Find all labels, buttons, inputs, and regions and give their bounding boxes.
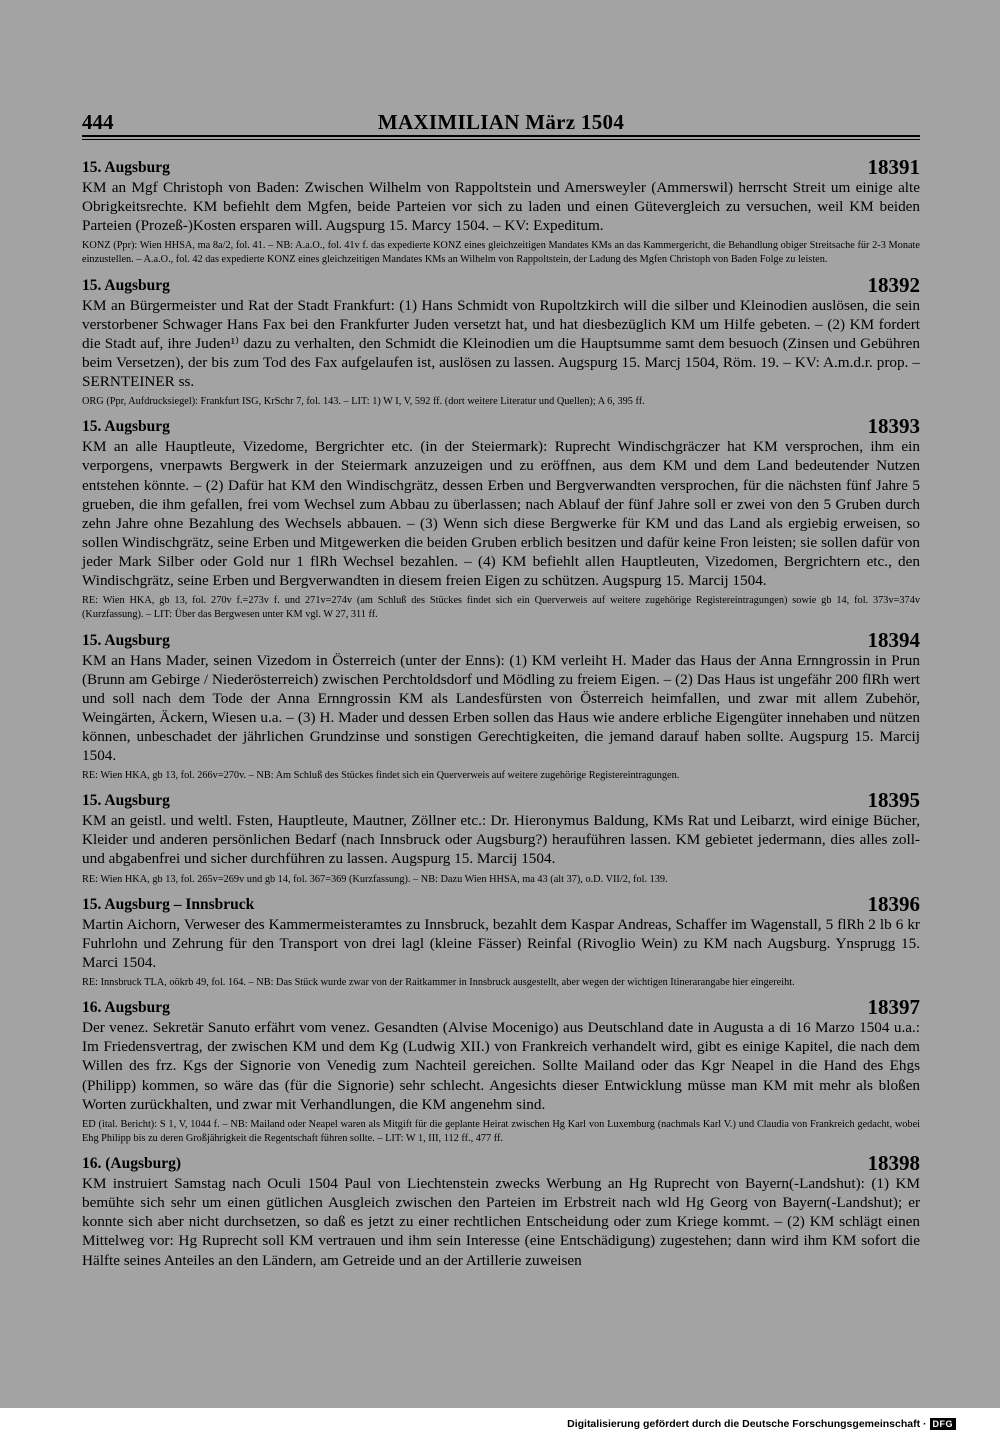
- entry-text: Der venez. Sekretär Sanuto erfährt vom venez. Gesandten (Alvise Mocenigo) aus Deutschland date in Augusta a di 16 Marzo 1504 u.a.: Im Friedensvertrag, der zwischen KM und dem Kg (Ludwig XII.) von Frankreich verhandelt wird, gibt es einige Kapitel, die nach dem Willen des frz. Kgs der Signorie von Venedig zum Nachteil gereichen. Sollte Mailand oder das Kgr Neapel in die Hand des Ehgs (Philipp) kommen, so wäre das (für die Signorie) sehr schlecht. Angesichts dieser Entwicklung müsse man KM mit mehr als bloßen Worten zurückhalten, und zwar mit Verhandlungen, die KM angenehm sind.: [82, 1019, 920, 1113]
- entry-number: 18398: [867, 1151, 920, 1176]
- entry-date: 15. Augsburg: [82, 276, 170, 294]
- entry-18396: [82, 893, 920, 990]
- entry-text: KM an Bürgermeister und Rat der Stadt Frankfurt: (1) Hans Schmidt von Rupoltzkirch will die silber und Kleinodien auslösen, die sein verstorbener Schwager Hans Fax bei den Frankfurter Juden versetzt hat, und hat diesbezüglich KM um Hilfe gebeten. – (2) KM fordert die Stadt auf, ihre Juden¹⁾ dazu zu verhalten, den Schmidt die Kleinodien um die Hauptsumme samt dem besuoch (Zinsen und Gebühren beim Versetzen), der bis zum Tod des Fax aufgelaufen ist, auslösen zu lassen. Augspurg 15. Marcj 1504, Röm. 19. – KV: A.m.d.r. prop. – SERNTEINER ss.: [82, 296, 920, 391]
- entries-list: [82, 156, 920, 1274]
- entry-text: Martin Aichorn, Verweser des Kammermeisteramtes zu Innsbruck, bezahlt dem Kaspar Andreas, Schaffer im Wagenstall, 5 flRh 2 lb 6 kr Fuhrlohn und Zehrung für den Transport von drei lagl (kleine Fässer) Reinfal (Rivoglio Wein) zu KM nach Augsburg. Ynsprugg 15. Marci 1504.: [82, 915, 920, 971]
- entry-note: RE: Wien HKA, gb 13, fol. 266v=270v. – NB: Am Schluß des Stückes findet sich ein Querverweis auf weitere zugehörige Registereintragungen.: [82, 770, 680, 782]
- entry-text: KM an alle Hauptleute, Vizedome, Bergrichter etc. (in der Steiermark): Ruprecht Windischgräczer hat KM versprochen, ihm ein verporgens, vnerpawts Bergwerk in der Steiermark anzuzeigen und zu eröffnen, aus dem KM und dem Land bedeutender Nutzen entstehen könnte. – (2) Dafür hat KM den Windischgrätz, dessen Erben und Bergverwandten versprochen, für die nächsten fünf Jahre 5 grueben, die ihm gefallen, frei vom Wechsel zum Abbau zu überlassen; nach Ablauf der fünf Jahre soll er zwei von den 5 Gruben durch zehn Jahre ohne Bezahlung des Wechsels abbauen. – (3) Wenn sich diese Bergwerke für KM und das Land als ergiebig erweisen, so sollen Windischgrätz, seine Erben und Mitgewerken die beiden Gruben erblich besitzen und dafür keine Fron leisten; sie sollen dafür von jeder Mark Silber oder Gold nur 1 flRh Wechsel bezahlen. – (4) KM befiehlt allen Hauptleuten, Vizedomen, Bergrichtern etc., den Windischgrätz, seine Erben und Bergverwandten in diesem freien Eigen zu schützen. Augspurg 15. Marcij 1504.: [82, 438, 920, 590]
- entry-number: 18397: [867, 995, 920, 1020]
- entry-18392: [82, 274, 920, 410]
- entry-note: RE: Wien HKA, gb 13, fol. 270v f.=273v f. und 271v=274v (am Schluß des Stückes findet sich ein Querverweis auf weitere zugehörige Registereintragungen) sowie gb 14, fol. 373v=374v (Kurzfassung). – LIT: Über das Bergwesen unter KM vgl. W 27, 311 ff.: [82, 595, 920, 621]
- entry-text: KM an Hans Mader, seinen Vizedom in Österreich (unter der Enns): (1) KM verleiht H. Mader das Haus der Anna Ernngrossin in Prun (Brunn am Gebirge / Niederösterreich) zwischen Perchtoldsdorf und Mödling zu freiem Eigen. – (2) Das Haus ist ungefähr 200 flRh wert und soll nach dem Tode der Anna Ernngrossin KM als Landesfürsten von Österreich heimfallen, und zwar mit allem Zubehör, Weingärten, Äckern, Wiesen u.a. – (3) H. Mader und dessen Erben sollen das Haus wie andere erbliche Eigengüter innehaben und nützen können, unbeschadet der jährlichen Grundzinse und sonstigen Gerechtigkeiten, die jemand darauf haben sollte. Augspurg 15. Marcij 1504.: [82, 651, 920, 764]
- entry-18397: [82, 996, 920, 1146]
- entry-date: 15. Augsburg: [82, 159, 170, 176]
- entry-number: 18392: [867, 272, 920, 297]
- entry-text: KM instruiert Samstag nach Oculi 1504 Paul von Liechtenstein zwecks Werbung an Hg Ruprecht von Bayern(-Landshut): (1) KM bemühte sich sehr um einen gütlichen Ausgleich zwischen den Parteien im Erbstreit nach wld Hg Georg von Bayern(-Landshut); er konnte sich aber nicht durchsetzen, so daß es jetzt zu einer rechtlichen Entscheidung oder zum Kriege kommt. – (2) KM schlägt einen Mittelweg vor: Hg Ruprecht soll KM vertrauen und ihm sein Interesse (eine Entschädigung) zugestehen; dann wird ihm KM sofort die Hälfte seines Anteiles an den Ländern, am Getreide und an der Artillerie zuweisen: [82, 1175, 920, 1269]
- entry-18393: [82, 415, 920, 622]
- running-title: MAXIMILIAN März 1504: [377, 110, 625, 134]
- header-rule-thin: [82, 139, 920, 140]
- entry-note: ED (ital. Bericht): S 1, V, 1044 f. – NB: Mailand oder Neapel waren als Mitgift für die geplante Heirat zwischen Hg Karl von Luxemburg (nachmals Karl V.) und Claudia von Frankreich gedacht, wobei Ehg Philipp bis zu deren Großjährigkeit die Regentschaft führen sollte. – LIT: W 1, III, 112 ff., 477 ff.: [82, 1118, 920, 1144]
- digitization-credit: [0, 1418, 1000, 1430]
- entry-text: KM an geistl. und weltl. Fsten, Hauptleute, Mautner, Zöllner etc.: Dr. Hieronymus Baldung, KMs Rat und Leibarzt, wird einige Bücher, Kleider und anderen persönlichen Bedarf (nach Innsbruck oder Augsburg?) herauführen lassen. KM gebietet jedermann, dies alles zoll- und abgabenfrei und sicher durchführen zu lassen. Augspurg 15. Marcij 1504.: [82, 812, 920, 868]
- entry-date: 16. Augsburg: [82, 999, 170, 1017]
- entry-date: 16. (Augsburg): [82, 1155, 182, 1173]
- entry-18395: [82, 789, 920, 886]
- entry-note: RE: Wien HKA, gb 13, fol. 265v=269v und gb 14, fol. 367=369 (Kurzfassung). – NB: Dazu Wien HHSA, ma 43 (alt 37), o.D. VII/2, fol. 139.: [82, 873, 668, 885]
- entry-number: 18391: [867, 155, 920, 179]
- entry-date: 15. Augsburg – Innsbruck: [82, 895, 255, 913]
- entry-number: 18393: [867, 414, 920, 439]
- entry-note: RE: Innsbruck TLA, oökrb 49, fol. 164. – NB: Das Stück wurde zwar von der Raitkammer in Innsbruck ausgestellt, aber wegen der wichtigen Itinerarangabe hier eingereiht.: [82, 977, 795, 989]
- credit-text: Digitalisierung gefördert durch die Deutsche Forschungsgemeinschaft ·: [567, 1418, 927, 1430]
- entry-note: KONZ (Ppr): Wien HHSA, ma 8a/2, fol. 41. – NB: A.a.O., fol. 41v f. das expedierte KONZ eines gleichzeitigen Mandates KMs an das Kammergericht, die Behandlung obiger Streitsache für 2-3 Monate einzustellen. – A.a.O., fol. 42 das expedierte KONZ eines gleichzeitigen Mandates KMs an Wilhelm von Rappoltstein, der Ladung des Mgfen Christoph von Baden Folge zu leisten.: [82, 240, 920, 266]
- entry-text: KM an Mgf Christoph von Baden: Zwischen Wilhelm von Rappoltstein und Amersweyler (Ammerswil) herrscht Streit um einige alte Obrigkeitsrechte. KM befiehlt dem Mgfen, beide Parteien vor sich zu laden und einen Gütevergleich zu versuchen, weil KM beiden Parteien (Prozeß-)Kosten ersparen will. Augspurg 15. Marcy 1504. – KV: Expeditum.: [82, 179, 920, 235]
- entry-18398: [82, 1152, 920, 1269]
- header-rule: [82, 135, 920, 137]
- entry-date: 15. Augsburg: [82, 792, 170, 810]
- entry-18394: [82, 629, 920, 784]
- entry-number: 18396: [867, 891, 920, 916]
- entry-number: 18394: [867, 627, 920, 652]
- entry-18391: [82, 156, 920, 268]
- page-header: [82, 108, 920, 138]
- dfg-logo: DFG: [930, 1418, 957, 1430]
- page-number: 444: [82, 110, 114, 134]
- entry-date: 15. Augsburg: [82, 418, 170, 436]
- entry-number: 18395: [867, 788, 920, 813]
- entry-date: 15. Augsburg: [82, 631, 170, 649]
- entry-note: ORG (Ppr, Aufdrucksiegel): Frankfurt ISG, KrSchr 7, fol. 143. – LIT: 1) W I, V, 592 ff. (dort weitere Literatur und Quellen); A 6, 395 ff.: [82, 396, 645, 408]
